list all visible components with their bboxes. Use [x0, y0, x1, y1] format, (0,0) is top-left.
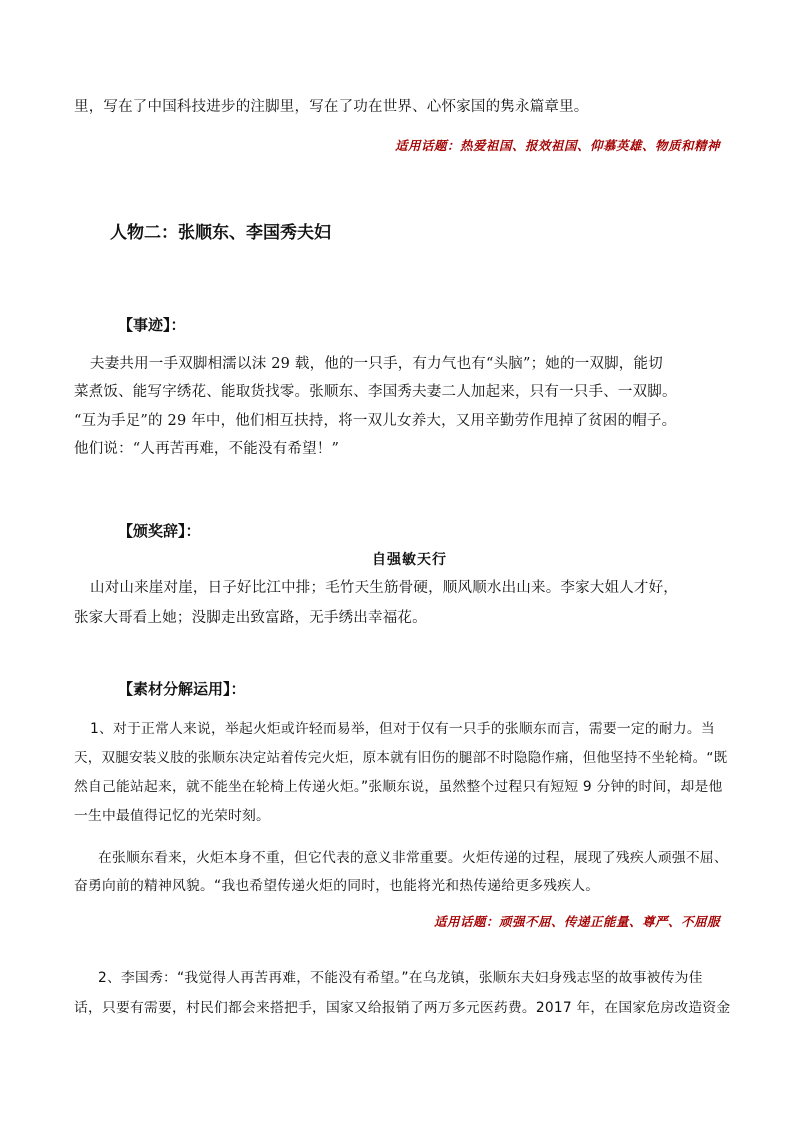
usage-para2-line-2: 奋勇向前的精神风貌。“我也希望传递火炬的同时，也能将光和热传递给更多残疾人。 — [74, 878, 600, 894]
award-line-2: 张家大哥看上她；没脚走出致富路，无手绣出幸福花。 — [74, 610, 427, 626]
deeds-line-2: 菜煮饭、能写字绣花、能取货找零。张顺东、李国秀夫妻二人加起来，只有一只手、一双脚。 — [74, 384, 677, 400]
intro-tail-line: 里，写在了中国科技进步的注脚里，写在了功在世界、心怀家国的隽永篇章里。 — [74, 99, 589, 115]
usage-para2-line-1: 在张顺东看来，火炬本身不重，但它代表的意义非常重要。火炬传递的过程，展现了残疾人顽强不屈、 — [98, 850, 728, 866]
usage-para1-line-3: 然自己能站起来，就不能坐在轮椅上传递火炬。”张顺东说，虽然整个过程只有短短 9 分钟的时间，却是他 — [74, 779, 723, 795]
deeds-line-1: 夫妻共用一手双脚相濡以沫 29 载，他的一只手，有力气也有“头脑”；她的一双脚，能切 — [90, 356, 663, 372]
deeds-line-3: “互为手足”的 29 年中，他们相互扶持，将一双儿女养大，又用辛勤劳作甩掉了贫困的帽子。 — [74, 413, 677, 429]
usage-para3-line-2: 话，只要有需要，村民们都会来搭把手，国家又给报销了两万多元医药费。2017 年，在国家危房改造资金 — [74, 1000, 731, 1016]
topic-line-2: 适用话题：顽强不屈、传递正能量、尊严、不屈服 — [433, 914, 720, 929]
usage-para1-line-2: 天，双腿安装义肢的张顺东决定站着传完火炬，原本就有旧伤的腿部不时隐隐作痛，但他坚持不坐轮椅。“既 — [74, 750, 728, 766]
usage-para1-line-1: 1、对于正常人来说，举起火炬或许轻而易举，但对于仅有一只手的张顺东而言，需要一定的耐力。当 — [90, 721, 715, 737]
topic-line-1: 适用话题：热爱祖国、报效祖国、仰慕英雄、物质和精神 — [394, 138, 720, 153]
award-title: 自强敏天行 — [372, 552, 447, 568]
award-line-1: 山对山来崖对崖，日子好比江中排；毛竹天生筋骨硬，顺风顺水出山来。李家大姐人才好， — [90, 580, 678, 596]
usage-para3-line-1: 2、李国秀：“我觉得人再苦再难，不能没有希望。”在乌龙镇，张顺东夫妇身残志坚的故事被传为佳 — [98, 970, 703, 986]
award-label: 【颁奖辞】： — [118, 522, 201, 540]
deeds-label: 【事迹】： — [118, 316, 186, 334]
usage-para1-line-4: 一生中最值得记忆的光荣时刻。 — [74, 808, 270, 824]
deeds-line-4: 他们说：“人再苦再难，不能没有希望！” — [74, 441, 340, 457]
usage-label: 【素材分解运用】： — [118, 680, 246, 698]
person-heading: 人物二：张顺东、李国秀夫妇 — [110, 223, 331, 243]
